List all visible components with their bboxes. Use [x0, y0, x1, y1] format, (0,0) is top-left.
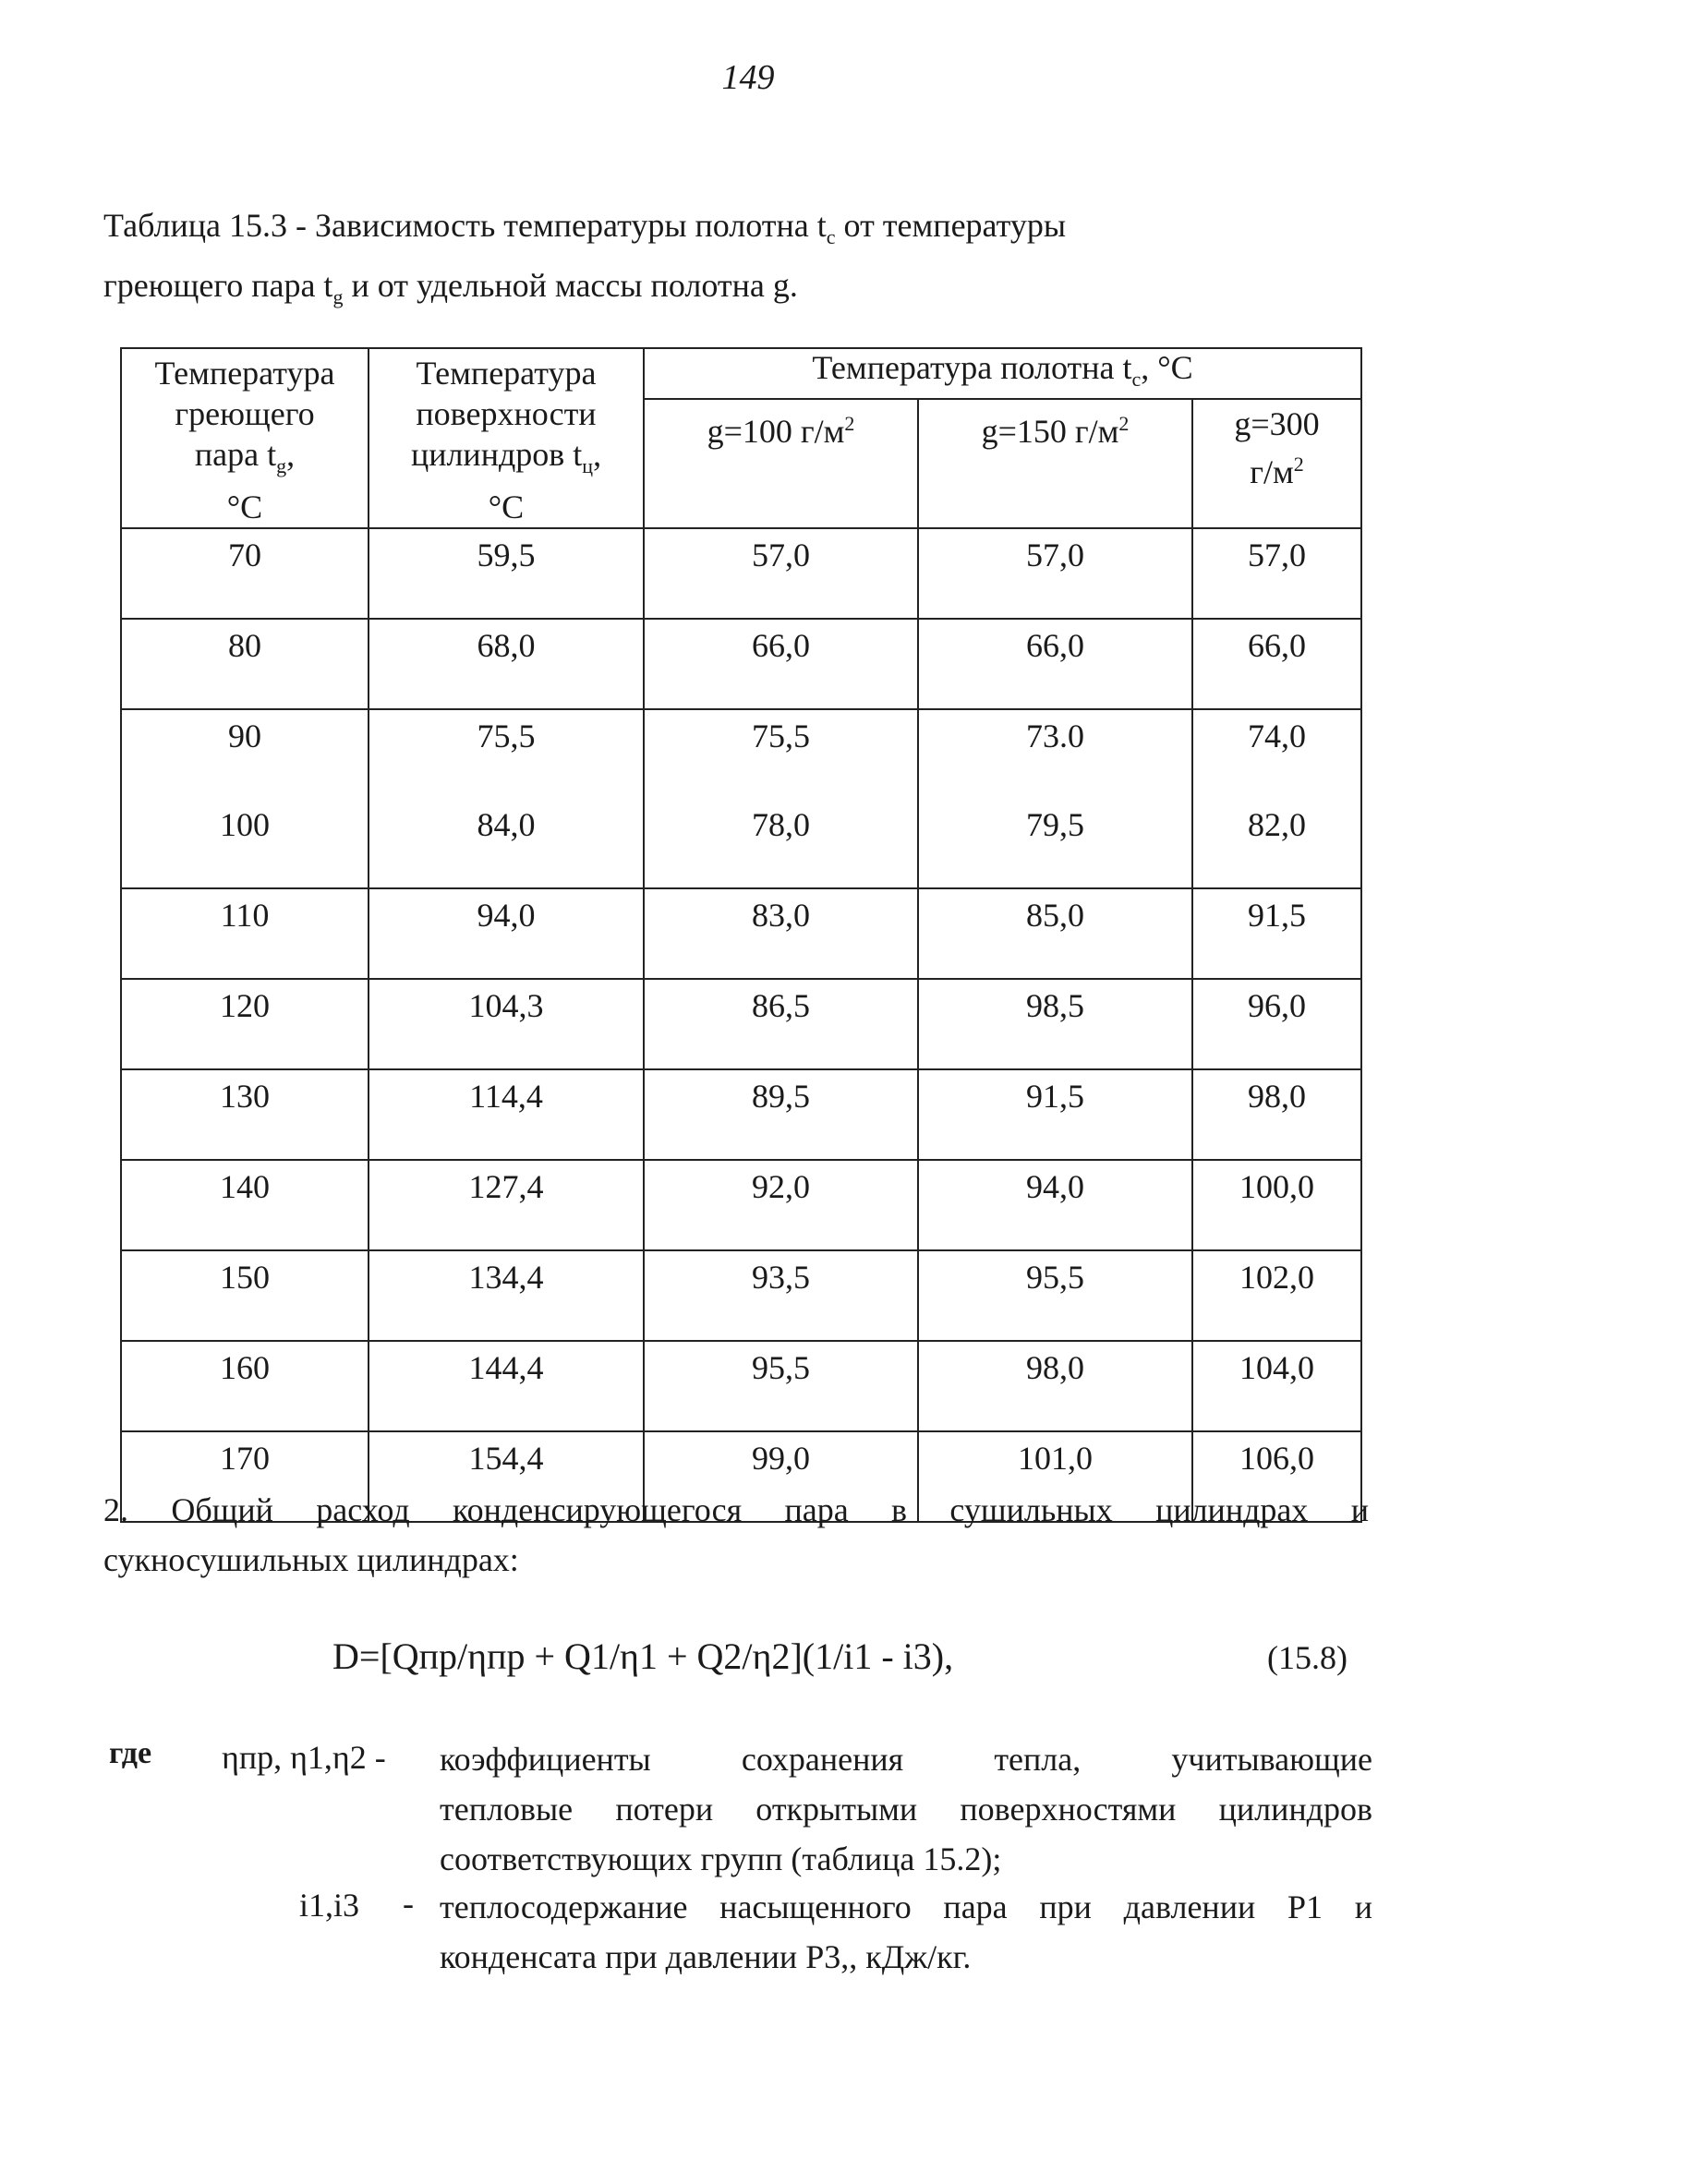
table-cell: 110 [121, 888, 369, 979]
table-row [121, 979, 1361, 1069]
table-cell: 75,5 [369, 709, 644, 799]
caption-line1: Таблица 15.3 - Зависимость температуры полотна $t_c$ от температуры [103, 207, 1067, 249]
table-cell: 74,0 [1192, 709, 1361, 799]
def1-text: коэффициенты сохранения тепла, учитывающие тепловые потери открытыми поверхностями цилиндров соответствующих групп (таблица 15.2); [440, 1741, 1372, 1877]
page-number: 149 [721, 58, 775, 97]
def2-text: теплосодержание насыщенного пара при давлении P1 и конденсата при давлении P3,, кДж/кг. [440, 1888, 1372, 1975]
table-cell: 160 [121, 1341, 369, 1431]
table-cell: 99,0 [644, 1431, 918, 1522]
def2-symbol: i1,i3 [299, 1887, 360, 1924]
formula-15-8: D=[Qпр/ηпр + Q1/η1 + Q2/η2](1/i1 - i3), [332, 1635, 954, 1677]
table-cell: 92,0 [644, 1160, 918, 1250]
where-label: где [109, 1736, 152, 1770]
table-row [121, 619, 1361, 709]
table-cell: 73.0 [918, 709, 1192, 799]
table-cell: 86,5 [644, 979, 918, 1069]
table-cell: 154,4 [369, 1431, 644, 1522]
table-cell: 93,5 [644, 1250, 918, 1341]
table-caption [103, 201, 1396, 321]
def2-dash: - [403, 1885, 414, 1922]
table-cell: 98,0 [1192, 1069, 1361, 1160]
table-cell: 94,0 [369, 888, 644, 979]
table-row [121, 1069, 1361, 1160]
table-cell: 101,0 [918, 1431, 1192, 1522]
table-cell: 170 [121, 1431, 369, 1522]
table-cell: 91,5 [918, 1069, 1192, 1160]
header-web-temperature-group: Температура полотна $t_c$, °C [644, 348, 1361, 399]
table-cell: 82,0 [1192, 799, 1361, 888]
header-g300: g=300 $г/м^2$ [1192, 399, 1361, 528]
table-row [121, 1160, 1361, 1250]
table-row [121, 1341, 1361, 1431]
table-row [121, 1250, 1361, 1341]
header-steam-temperature: Температура греющего пара $t_g$, °C [121, 348, 369, 528]
table-cell: 130 [121, 1069, 369, 1160]
table-cell: 85,0 [918, 888, 1192, 979]
table-cell: 120 [121, 979, 369, 1069]
def1-symbol: ηпр, η1,η2 - [222, 1739, 386, 1776]
table-row [121, 888, 1361, 979]
table-cell: 134,4 [369, 1250, 644, 1341]
table-cell: 83,0 [644, 888, 918, 979]
table-cell: 127,4 [369, 1160, 644, 1250]
table-cell: 98,0 [918, 1341, 1192, 1431]
table-cell: 84,0 [369, 799, 644, 888]
table-cell: 96,0 [1192, 979, 1361, 1069]
table-cell: 144,4 [369, 1341, 644, 1431]
table-row [121, 709, 1361, 799]
table-cell: 95,5 [918, 1250, 1192, 1341]
table-cell: 57,0 [918, 528, 1192, 619]
table-cell: 100,0 [1192, 1160, 1361, 1250]
table-cell: 57,0 [644, 528, 918, 619]
header-g100: g=100 $г/м^2$ [644, 399, 918, 528]
table-cell: 78,0 [644, 799, 918, 888]
table-cell: 66,0 [918, 619, 1192, 709]
table-cell: 104,3 [369, 979, 644, 1069]
header-g150: g=150 $г/м^2$ [918, 399, 1192, 528]
table-cell: 80 [121, 619, 369, 709]
table-cell: 98,5 [918, 979, 1192, 1069]
formula-number: (15.8) [1267, 1639, 1348, 1676]
paragraph-line2: сукносушильных цилиндрах: [103, 1541, 519, 1578]
paragraph-line1: 2. Общий расход конденсирующегося пара в сушильных цилиндрах и [103, 1491, 1369, 1528]
caption-line2: греющего пара $t_g$ и от удельной массы полотна g. [103, 267, 798, 309]
table-cell: 79,5 [918, 799, 1192, 888]
table-cell: 104,0 [1192, 1341, 1361, 1431]
table-row [121, 799, 1361, 888]
temperature-table [120, 347, 1362, 1523]
table-cell: 75,5 [644, 709, 918, 799]
table-cell: 68,0 [369, 619, 644, 709]
table-cell: 94,0 [918, 1160, 1192, 1250]
table-cell: 70 [121, 528, 369, 619]
paragraph-steam-consumption [103, 1485, 1369, 1585]
header-cylinder-temperature: Температура поверхности цилиндров $t_ц$, °C [369, 348, 644, 528]
table-cell: 95,5 [644, 1341, 918, 1431]
table-cell: 66,0 [644, 619, 918, 709]
table-cell: 150 [121, 1250, 369, 1341]
table-cell: 89,5 [644, 1069, 918, 1160]
table-row [121, 528, 1361, 619]
table-cell: 66,0 [1192, 619, 1361, 709]
table-cell: 140 [121, 1160, 369, 1250]
table-cell: 57,0 [1192, 528, 1361, 619]
table-cell: 100 [121, 799, 369, 888]
table-cell: 114,4 [369, 1069, 644, 1160]
table-body [121, 528, 1361, 1522]
table-cell: 106,0 [1192, 1431, 1361, 1522]
table-cell: 102,0 [1192, 1250, 1361, 1341]
table-cell: 90 [121, 709, 369, 799]
table-cell: 91,5 [1192, 888, 1361, 979]
table-cell: 59,5 [369, 528, 644, 619]
